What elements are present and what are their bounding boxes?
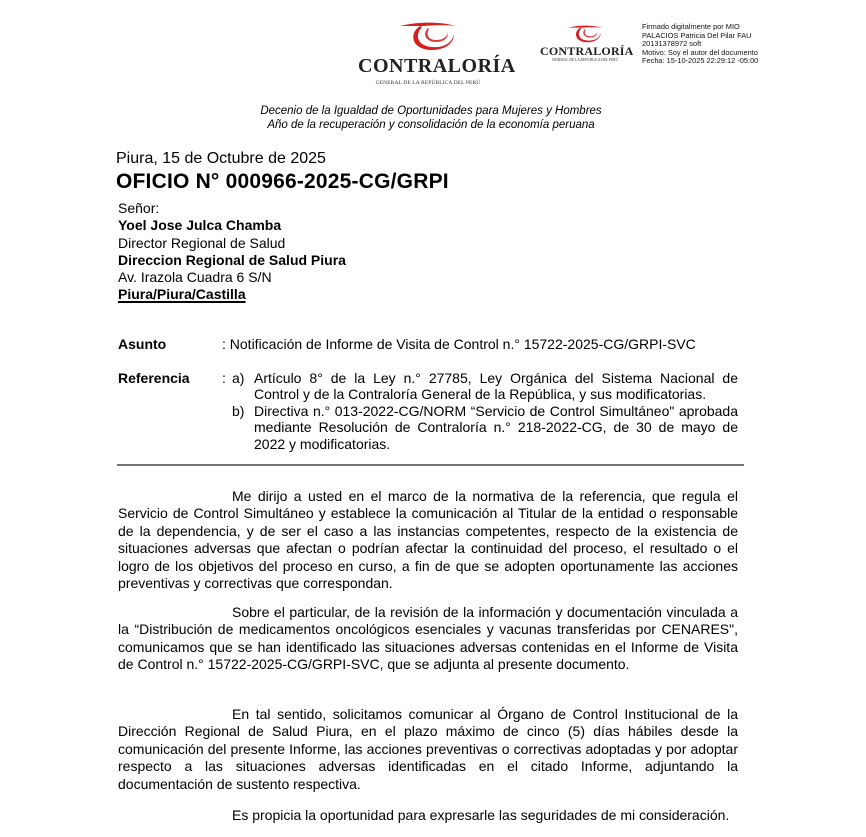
salutation: Señor: bbox=[118, 200, 160, 216]
addressee-entity: Direccion Regional de Salud Piura bbox=[118, 251, 346, 268]
stamp-subtitle: GENERAL DE LA REPÚBLICA DEL PERÚ bbox=[551, 58, 619, 62]
addressee-position: Director Regional de Salud bbox=[118, 234, 286, 251]
stamp-brand-text: CONTRALORÍA bbox=[540, 44, 634, 58]
logo-subtitle: GENERAL DE LA REPÚBLICA DEL PERÚ bbox=[375, 80, 481, 86]
reference-a-text: Artículo 8° de la Ley n.° 27785, Ley Orgánica del Sistema Nacional de Control y de la Contraloría General de la República, y sus modificatorias. bbox=[254, 370, 738, 403]
decade-slogans bbox=[0, 104, 866, 132]
addressee-name: Yoel Jose Julca Chamba bbox=[118, 217, 282, 234]
body-paragraph bbox=[118, 488, 738, 592]
body-paragraph bbox=[118, 807, 738, 824]
document-date: Piura, 15 de Octubre de 2025 bbox=[116, 150, 326, 167]
addressee-location: Piura/Piura/Castilla bbox=[118, 286, 246, 303]
addressee-address: Av. Irazola Cuadra 6 S/N bbox=[118, 269, 272, 286]
addressee-block bbox=[118, 200, 346, 304]
signature-line: Fecha: 15-10-2025 22:29:12 -05:00 bbox=[642, 56, 759, 66]
oficio-number: OFICIO N° 000966-2025-CG/GRPI bbox=[116, 170, 449, 193]
paragraph-text: Me dirijo a usted en el marco de la normativa de la referencia, que regula el Servicio de Control Simultáneo y establece la comunicación al Titular de la entidad o responsable de la dependencia, y de ser el caso a las instancias competentes, respecto de la existencia de situaciones adversas que afectan o podrían afectar la continuidad del proceso, el resultado o el logro de los objetivos del proceso en curso, a fin de que se adopten oportunamente las acciones preventivas y correctivas que correspondan. bbox=[118, 488, 738, 592]
slogan-line: Decenio de la Igualdad de Oportunidades para Mujeres y Hombres bbox=[260, 105, 602, 117]
asunto-label: Asunto bbox=[118, 336, 167, 352]
signature-stamp-logo bbox=[540, 24, 634, 66]
asunto-text: : Notificación de Informe de Visita de Control n.° 15722-2025-CG/GRPI-SVC bbox=[222, 336, 696, 352]
logo-brand-text: CONTRALORÍA bbox=[358, 55, 516, 77]
paragraph-text: Es propicia la oportunidad para expresarle las seguridades de mi consideración. bbox=[232, 807, 730, 823]
reference-b-marker: b) bbox=[232, 403, 245, 419]
signature-line: 20131378972 soft bbox=[642, 39, 702, 49]
referencia-colon: : bbox=[222, 370, 226, 386]
paragraph-text: En tal sentido, solicitamos comunicar al Órgano de Control Institucional de la Dirección Regional de Salud Piura, en el plazo máximo de cinco (5) días hábiles desde la comunicación del presente Informe, las acciones preventivas o correctivas adoptadas y por adoptar respecto a las situaciones adversas identificadas en el citado Informe, adjuntando la documentación de sustento respectiva. bbox=[118, 706, 738, 792]
paragraph-text: Sobre el particular, de la revisión de la información y documentación vinculada a la “Distribución de medicamentos oncológicos esenciales y vacunas transferidas por CENARES", comunicamos que se han identificado las situaciones adversas contenidas en el Informe de Visita de Control n.° 15722-2025-CG/GRPI-SVC, que se adjunta al presente documento. bbox=[118, 604, 738, 673]
digital-signature-block bbox=[642, 23, 758, 66]
reference-a-marker: a) bbox=[232, 370, 245, 386]
signature-line: Motivo: Soy el autor del documento bbox=[642, 47, 758, 57]
body-paragraph bbox=[118, 706, 738, 793]
contraloria-swirl-icon bbox=[398, 20, 458, 56]
referencia-label: Referencia bbox=[118, 370, 190, 386]
body-paragraph bbox=[118, 604, 738, 674]
section-divider bbox=[117, 464, 744, 466]
reference-b-text: Directiva n.° 013-2022-CG/NORM “Servicio de Control Simultáneo" aprobada mediante Resolución de Contraloría n.° 218-2022-CG, de 30 de mayo de 2022 y modificatorias. bbox=[254, 403, 738, 452]
signature-line: PALACIOS Patricia Del Pilar FAU bbox=[642, 30, 752, 40]
contraloria-logo bbox=[358, 20, 516, 86]
contraloria-swirl-small-icon bbox=[566, 24, 604, 46]
signature-line: Firmado digitalmente por MIO bbox=[642, 22, 740, 31]
slogan-line: Año de la recuperación y consolidación de la economía peruana bbox=[267, 119, 595, 131]
